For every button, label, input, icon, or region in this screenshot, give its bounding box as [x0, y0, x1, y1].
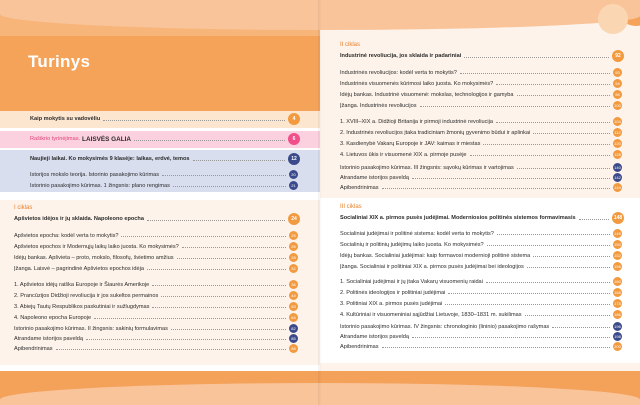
toc-row-label: Socialiniai judėjimai ir politinė sistema: kodėl verta to mokytis? [340, 230, 494, 237]
toc-row[interactable] [340, 332, 622, 341]
toc-row-label: 4. Napoleono epocha Europoje [14, 314, 92, 321]
toc-row-label: Industrinės visuomenės kūrimosi laiko juosta. Ko mokysimės? [340, 80, 494, 87]
toc-row[interactable] [340, 288, 622, 297]
dot-leader [552, 325, 610, 328]
toc-row[interactable] [340, 229, 622, 238]
page-number: 150 [614, 242, 621, 247]
page-number: 152 [614, 253, 621, 258]
page-number: 160 [614, 279, 621, 284]
toc-row-label: 2. Industrinės revoliucijos įtaka tradiciniam žmonių gyvenimo būdui ir aplinkai [340, 129, 531, 136]
toc-row-label: Industrinės revoliucijos: kodėl verta to mokytis? [340, 69, 457, 76]
page-number: 25 [289, 231, 298, 240]
dot-leader [121, 234, 286, 237]
intro-row-4[interactable] [30, 170, 298, 179]
toc-row[interactable] [14, 291, 298, 300]
right-page [320, 0, 640, 405]
dot-leader [533, 131, 610, 134]
page-number: 104 [614, 119, 621, 124]
toc-row-label: Socialinių ir politinių judėjimų laiko juosta. Ko mokysimės? [340, 241, 484, 248]
page-number: 88 [289, 344, 298, 353]
toc-row-label: Istorinio pasakojimo kūrimas. II žingsnis: sakinių formulavimas [14, 325, 168, 332]
dot-leader [173, 184, 286, 187]
intro-row-3[interactable] [30, 153, 300, 165]
dot-leader [382, 345, 610, 348]
intro-row-label: Kaip mokytis su vadovėliu [30, 116, 101, 122]
page-number: 53 [289, 302, 298, 311]
page-number: 36 [289, 280, 298, 289]
toc-row[interactable] [340, 163, 622, 172]
dot-leader [487, 243, 610, 246]
toc-row[interactable] [340, 299, 622, 308]
page-number: 4 [288, 113, 300, 125]
toc-row-label: Idėjų bankas. Socialiniai judėjimai: kaip formavosi modernioji politinė sistema [340, 252, 531, 259]
toc-row[interactable] [14, 242, 298, 251]
intro-row-label: Naujieji laikai. Ko mokysimės 9 klasėje: laikas, erdvė, temos [30, 156, 190, 162]
page-number: 142 [614, 175, 621, 180]
toc-row-label: Istorinio pasakojimo kūrimas. III žingsnis: sąvokų kūrimas ir vartojimas [340, 164, 514, 171]
toc-row-label: Įžanga. Laisvė – pagrindinė Apšvietos epochos idėja [14, 265, 144, 272]
intro-row-1[interactable] [30, 113, 300, 125]
dot-leader [412, 176, 610, 179]
dot-leader [177, 256, 287, 259]
toc-row-label: 3. Kasdienybė Vakarų Europoje ir JAV: kaimas ir miestas [340, 140, 481, 147]
book-gutter [318, 0, 322, 405]
cycle1-label: I ciklas [14, 205, 33, 211]
cycle3-heading[interactable] [340, 212, 624, 224]
page-number: 82 [289, 324, 298, 333]
page-number: 200 [614, 344, 621, 349]
cycle-heading-text: Industrinė revoliucija, jos sklaida ir padariniai [340, 53, 462, 59]
page-number: 196 [614, 324, 621, 329]
page-number: 92 [612, 50, 624, 62]
toc-row[interactable] [340, 262, 622, 271]
toc-row-label: Atrandame istorijos paveldą [340, 333, 410, 340]
toc-row[interactable] [340, 150, 622, 159]
page-number: 28 [289, 253, 298, 262]
page-number: 140 [614, 165, 621, 170]
page-number: 24 [288, 213, 300, 225]
intro-row-label: LAISVĖS GALIA [82, 135, 132, 143]
dot-leader [94, 316, 286, 319]
intro-row-5[interactable] [30, 181, 298, 190]
toc-row[interactable] [14, 344, 298, 353]
page-number: 148 [612, 212, 624, 224]
page-number: 26 [289, 242, 298, 251]
intro-row-prefix: Rašikrio tyrinėjimas. [30, 136, 81, 142]
toc-row-label: 1. XVIII–XIX a. Didžioji Britanija ir pirmoji industrinė revoliucija [340, 118, 493, 125]
page-number: 168 [614, 290, 621, 295]
dot-leader [412, 335, 610, 338]
toc-row[interactable] [14, 253, 298, 262]
dot-leader [147, 218, 285, 221]
page-number: 12 [288, 153, 300, 165]
toc-row[interactable] [14, 302, 298, 311]
toc-row[interactable] [340, 101, 622, 110]
dot-leader [182, 245, 286, 248]
page-title: Turinys [28, 52, 91, 71]
toc-row-label: Apšvietos epochos ir Modernųjų laikų laiko juosta. Ko mokysimės? [14, 243, 179, 250]
dot-leader [134, 138, 285, 141]
toc-row[interactable] [14, 264, 298, 273]
page-number: 186 [614, 312, 621, 317]
page-number: 20 [289, 170, 298, 179]
toc-row[interactable] [340, 139, 622, 148]
dot-leader [533, 254, 610, 257]
toc-row-label: 1. Apšvietos idėjų raiška Europoje ir Šiaurės Amerikoje [14, 281, 150, 288]
toc-row-label: Apšvietos epocha: kodėl verta to mokytis? [14, 232, 119, 239]
page-number: 32 [289, 264, 298, 273]
page-number: 149 [614, 231, 621, 236]
corner-circle-light [598, 4, 628, 34]
page-number: 44 [289, 291, 298, 300]
page-number: 156 [614, 264, 621, 269]
toc-row[interactable] [340, 310, 622, 319]
toc-row[interactable] [340, 251, 622, 260]
toc-row-label: Idėjų bankas. Apšvieta – proto, mokslo, filosofų, švietimo amžius [14, 254, 174, 261]
toc-row-label: 3. Politiniai XIX a. pirmos pusės judėjimai [340, 300, 443, 307]
toc-row-label: 3. Abiejų Tautų Respublikos paskutiniai ir sužlugdymas [14, 303, 150, 310]
dot-leader [496, 82, 610, 85]
toc-row[interactable] [340, 173, 622, 182]
page-number: 6 [288, 133, 300, 145]
toc-row[interactable] [14, 334, 298, 343]
page-number: 94 [613, 79, 622, 88]
toc-row-label: 2. Prancūzijos Didžioji revoliucija ir jos sukeltos permainos [14, 292, 159, 299]
page-number: 21 [289, 181, 298, 190]
title-block [0, 36, 320, 112]
dot-leader [86, 337, 286, 340]
dot-leader [171, 327, 286, 330]
cycle3-label: III ciklas [340, 204, 362, 210]
toc-row-label: Apibendrinimas [340, 184, 379, 191]
dot-leader [420, 104, 611, 107]
toc-row[interactable] [14, 231, 298, 240]
toc-row-label: Įžanga. Industrinės revoliucijos [340, 102, 417, 109]
intro-row-2[interactable] [30, 133, 300, 145]
toc-row-label: Įžanga. Socialiniai ir politiniai XIX a. pirmos pusės judėjimai bei ideologijos [340, 263, 524, 270]
dot-leader [464, 55, 609, 58]
toc-row[interactable] [14, 324, 298, 333]
page-number: 120 [614, 141, 621, 146]
toc-row-label: 4. Lietuvos ūkis ir visuomenė XIX a. pirmoje pusėje [340, 151, 467, 158]
cycle-heading-text: Socialiniai XIX a. pirmos pusės judėjimai. Moderniosios politinės sistemos formavimasis [340, 215, 576, 221]
toc-row-label: 4. Kultūriniai ir visuomeniniai sąjūdžiai Lietuvoje, 1830–1831 m. sukilimas [340, 311, 522, 318]
toc-row[interactable] [14, 313, 298, 322]
dot-leader [525, 313, 610, 316]
dot-leader [579, 217, 609, 220]
toc-row-label: Atrandame istorijos paveldą [14, 335, 84, 342]
dot-leader [162, 173, 286, 176]
toc-row-label: 1. Socialiniai judėjimai ir jų įtaka Vakarų visuomenių raidai [340, 278, 483, 285]
page-number: 85 [289, 334, 298, 343]
dot-leader [460, 71, 610, 74]
page-number: 100 [614, 103, 621, 108]
dot-leader [152, 305, 286, 308]
page-number: 178 [614, 301, 621, 306]
dot-leader [517, 166, 610, 169]
page-number: 112 [614, 130, 621, 135]
dot-leader [470, 153, 610, 156]
page-number: 198 [614, 334, 621, 339]
toc-row[interactable] [340, 128, 622, 137]
toc-row[interactable] [340, 117, 622, 126]
toc-row[interactable] [340, 240, 622, 249]
toc-row-label: 2. Politinės ideologijos ir politiniai judėjimai [340, 289, 446, 296]
toc-row[interactable] [14, 280, 298, 289]
page-number: 64 [289, 313, 298, 322]
dot-leader [161, 294, 286, 297]
cycle2-heading[interactable] [340, 50, 624, 62]
toc-row-label: Idėjų bankas. Industrinė visuomenė: mokslas, technologijos ir gamyba [340, 91, 514, 98]
dot-leader [496, 120, 610, 123]
page-number: 144 [614, 185, 621, 190]
dot-leader [527, 265, 610, 268]
toc-row[interactable] [340, 342, 622, 351]
dot-leader [486, 280, 610, 283]
dot-leader [497, 232, 610, 235]
page-number: 128 [614, 152, 621, 157]
toc-row-label: Apibendrinimas [340, 343, 379, 350]
toc-row-label: Atrandame istorijos paveldą [340, 174, 410, 181]
toc-row[interactable] [340, 68, 622, 77]
toc-row[interactable] [340, 183, 622, 192]
intro-row-label: Istorinio pasakojimo kūrimas. 1 žingsnis: plano rengimas [30, 182, 170, 189]
dot-leader [193, 158, 285, 161]
intro-row-label: Istorijos mokslo teorija. Istorinio pasakojimo kūrimas [30, 171, 160, 178]
dot-leader [483, 142, 610, 145]
dot-leader [152, 283, 286, 286]
cycle-heading-text: Apšvietos idėjos ir jų sklaida. Napoleono epocha [14, 216, 144, 222]
toc-row[interactable] [340, 322, 622, 331]
dot-leader [517, 93, 611, 96]
toc-row-label: Apibendrinimas [14, 345, 53, 352]
toc-row[interactable] [340, 79, 622, 88]
dot-leader [56, 347, 286, 350]
page-number: 96 [613, 90, 622, 99]
dot-leader [382, 186, 610, 189]
toc-row-label: Istorinio pasakojimo kūrimas. IV žingsnis: chronologinio (lininio) pasakojimo rašymas [340, 323, 550, 330]
toc-row[interactable] [340, 277, 622, 286]
cycle2-label: II ciklas [340, 42, 361, 48]
cycle1-heading[interactable] [14, 213, 300, 225]
page-number: 93 [613, 68, 622, 77]
toc-row[interactable] [340, 90, 622, 99]
dot-leader [103, 118, 285, 121]
dot-leader [448, 291, 610, 294]
dot-leader [147, 267, 286, 270]
dot-leader [445, 302, 610, 305]
